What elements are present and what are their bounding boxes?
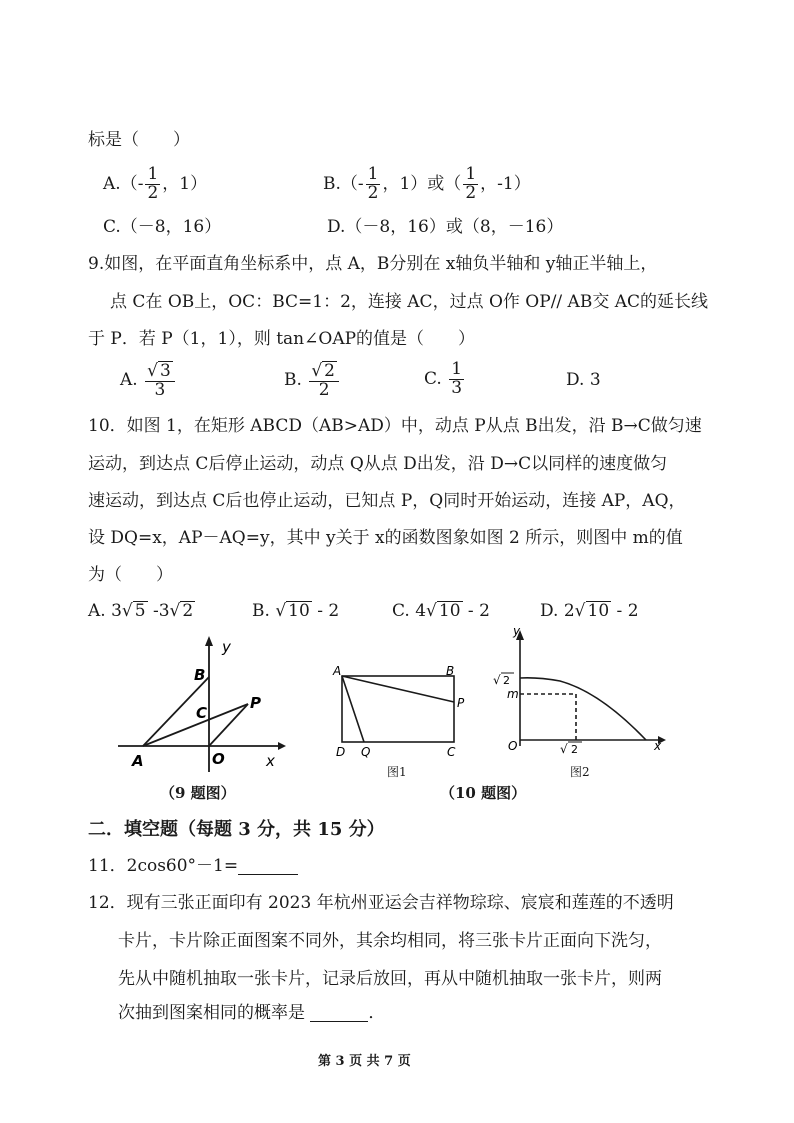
page-number: 第 3 页 共 7 页 bbox=[318, 1054, 411, 1069]
q8-option-b: B.（- $\frac{1}{2}$ ，1）或（ $\frac{1}{2}$ ，-1） bbox=[323, 164, 531, 203]
fig9-label-B: B bbox=[194, 666, 206, 684]
q8-option-d: D.（－8，16）或（8，－16） bbox=[327, 217, 564, 237]
fig10-2-label-x: x bbox=[654, 739, 662, 753]
fig9-label-C: C bbox=[196, 704, 208, 722]
q9-line-1: 9.如图，在平面直角坐标系中，点 A，B分别在 x轴负半轴和 y轴正半轴上， bbox=[88, 254, 658, 274]
q10-line-3: 速运动，到达点 C后也停止运动，已知点 P，Q同时开始运动，连接 AP，AQ， bbox=[88, 491, 686, 511]
fig9-label-x: x bbox=[266, 752, 275, 770]
fig10-2-label-O: O bbox=[508, 739, 518, 753]
fig10-label-Q: Q bbox=[361, 745, 371, 759]
q10-option-c: C. 4√ 10 - 2 bbox=[392, 601, 490, 621]
fig10-2-label-sqrt2-y bbox=[493, 673, 514, 687]
fig10-segment-AP bbox=[342, 676, 454, 702]
fig10-1-caption: 图1 bbox=[387, 765, 407, 779]
svg-text:2: 2 bbox=[503, 674, 510, 687]
q10-line-1: 10．如图 1，在矩形 ABCD（AB>AD）中，动点 P从点 B出发，沿 B→C做匀速 bbox=[88, 416, 702, 436]
q8-option-a: A.（- $\frac{1}{2}$ ，1） bbox=[103, 164, 208, 203]
q9-line-2: 点 C在 OB上，OC：BC=1：2，连接 AC，过点 O作 OP// AB交 AC的延长线 bbox=[110, 292, 709, 312]
q9-option-a: A. $\frac{√ 3}{3}$ bbox=[120, 361, 177, 400]
q9-option-d: D. 3 bbox=[566, 370, 601, 390]
figure-10-2 bbox=[490, 622, 672, 772]
fig10-2-label-m: m bbox=[507, 687, 519, 701]
q10-option-d: D. 2√ 10 - 2 bbox=[540, 601, 639, 621]
q8-stem-tail: 标是（ ） bbox=[88, 130, 190, 150]
q12-line-4: 次抽到图案相同的概率是 ． bbox=[118, 1003, 386, 1023]
fig10-2-label-sqrt2-x bbox=[560, 742, 582, 756]
q10-option-a: A. 3√ 5 -3√ 2 bbox=[88, 601, 194, 621]
fig9-segment-OP bbox=[209, 704, 248, 746]
fig10-rectangle-ABCD bbox=[342, 676, 454, 742]
q12-line-2: 卡片，卡片除正面图案不同外，其余均相同，将三张卡片正面向下洗匀， bbox=[118, 931, 662, 951]
fig10-label-P: P bbox=[457, 696, 465, 710]
q10-line-5: 为（ ） bbox=[88, 565, 173, 585]
q12-answer-blank[interactable] bbox=[310, 1005, 368, 1022]
fig10-label-C: C bbox=[447, 745, 456, 759]
fig10-caption: （10 题图） bbox=[440, 784, 527, 802]
q10-option-b: B. √ 10 - 2 bbox=[252, 601, 340, 621]
q9-option-c: C. $\frac{1}{3}$ bbox=[424, 359, 463, 398]
q12-line-3: 先从中随机抽取一张卡片，记录后放回，再从中随机抽取一张卡片，则两 bbox=[118, 969, 662, 989]
fig9-label-P: P bbox=[250, 694, 261, 712]
q11: 11．2cos60°－1= bbox=[88, 858, 298, 875]
q9-option-b: B. $\frac{√ 2}{2}$ bbox=[284, 361, 341, 400]
q9-line-3: 于 P．若 P（1，1），则 tan∠OAP的值是（ ） bbox=[88, 329, 476, 349]
fig9-label-A: A bbox=[132, 752, 144, 770]
svg-text:√: √ bbox=[493, 673, 501, 687]
svg-text:2: 2 bbox=[571, 743, 578, 756]
fig10-2-label-y: y bbox=[513, 624, 521, 638]
fig9-caption: （9 题图） bbox=[160, 784, 236, 802]
fig10-label-D: D bbox=[336, 745, 346, 759]
svg-text:√: √ bbox=[560, 742, 568, 756]
fig9-label-y: y bbox=[222, 638, 231, 656]
fig10-2-curve bbox=[520, 678, 646, 740]
fig10-2-caption: 图2 bbox=[570, 765, 590, 779]
q10-line-2: 运动，到达点 C后停止运动，动点 Q从点 D出发，沿 D→C以同样的速度做匀 bbox=[88, 454, 668, 474]
q11-answer-blank[interactable] bbox=[238, 858, 298, 875]
figure-9 bbox=[110, 632, 290, 772]
q8-option-c: C.（－8，16） bbox=[103, 217, 222, 237]
figure-10-1 bbox=[330, 662, 472, 766]
fig9-label-O: O bbox=[212, 750, 225, 768]
fig10-segment-AQ bbox=[342, 676, 364, 742]
q10-line-4: 设 DQ=x，AP－AQ=y，其中 y关于 x的函数图象如图 2 所示，则图中 m的值 bbox=[88, 528, 683, 548]
fig10-label-A: A bbox=[333, 664, 342, 678]
q12-line-1: 12．现有三张正面印有 2023 年杭州亚运会吉祥物琮琮、宸宸和莲莲的不透明 bbox=[88, 893, 674, 913]
section-2-heading: 二．填空题（每题 3 分，共 15 分） bbox=[88, 819, 385, 840]
fig10-label-B: B bbox=[446, 664, 455, 678]
